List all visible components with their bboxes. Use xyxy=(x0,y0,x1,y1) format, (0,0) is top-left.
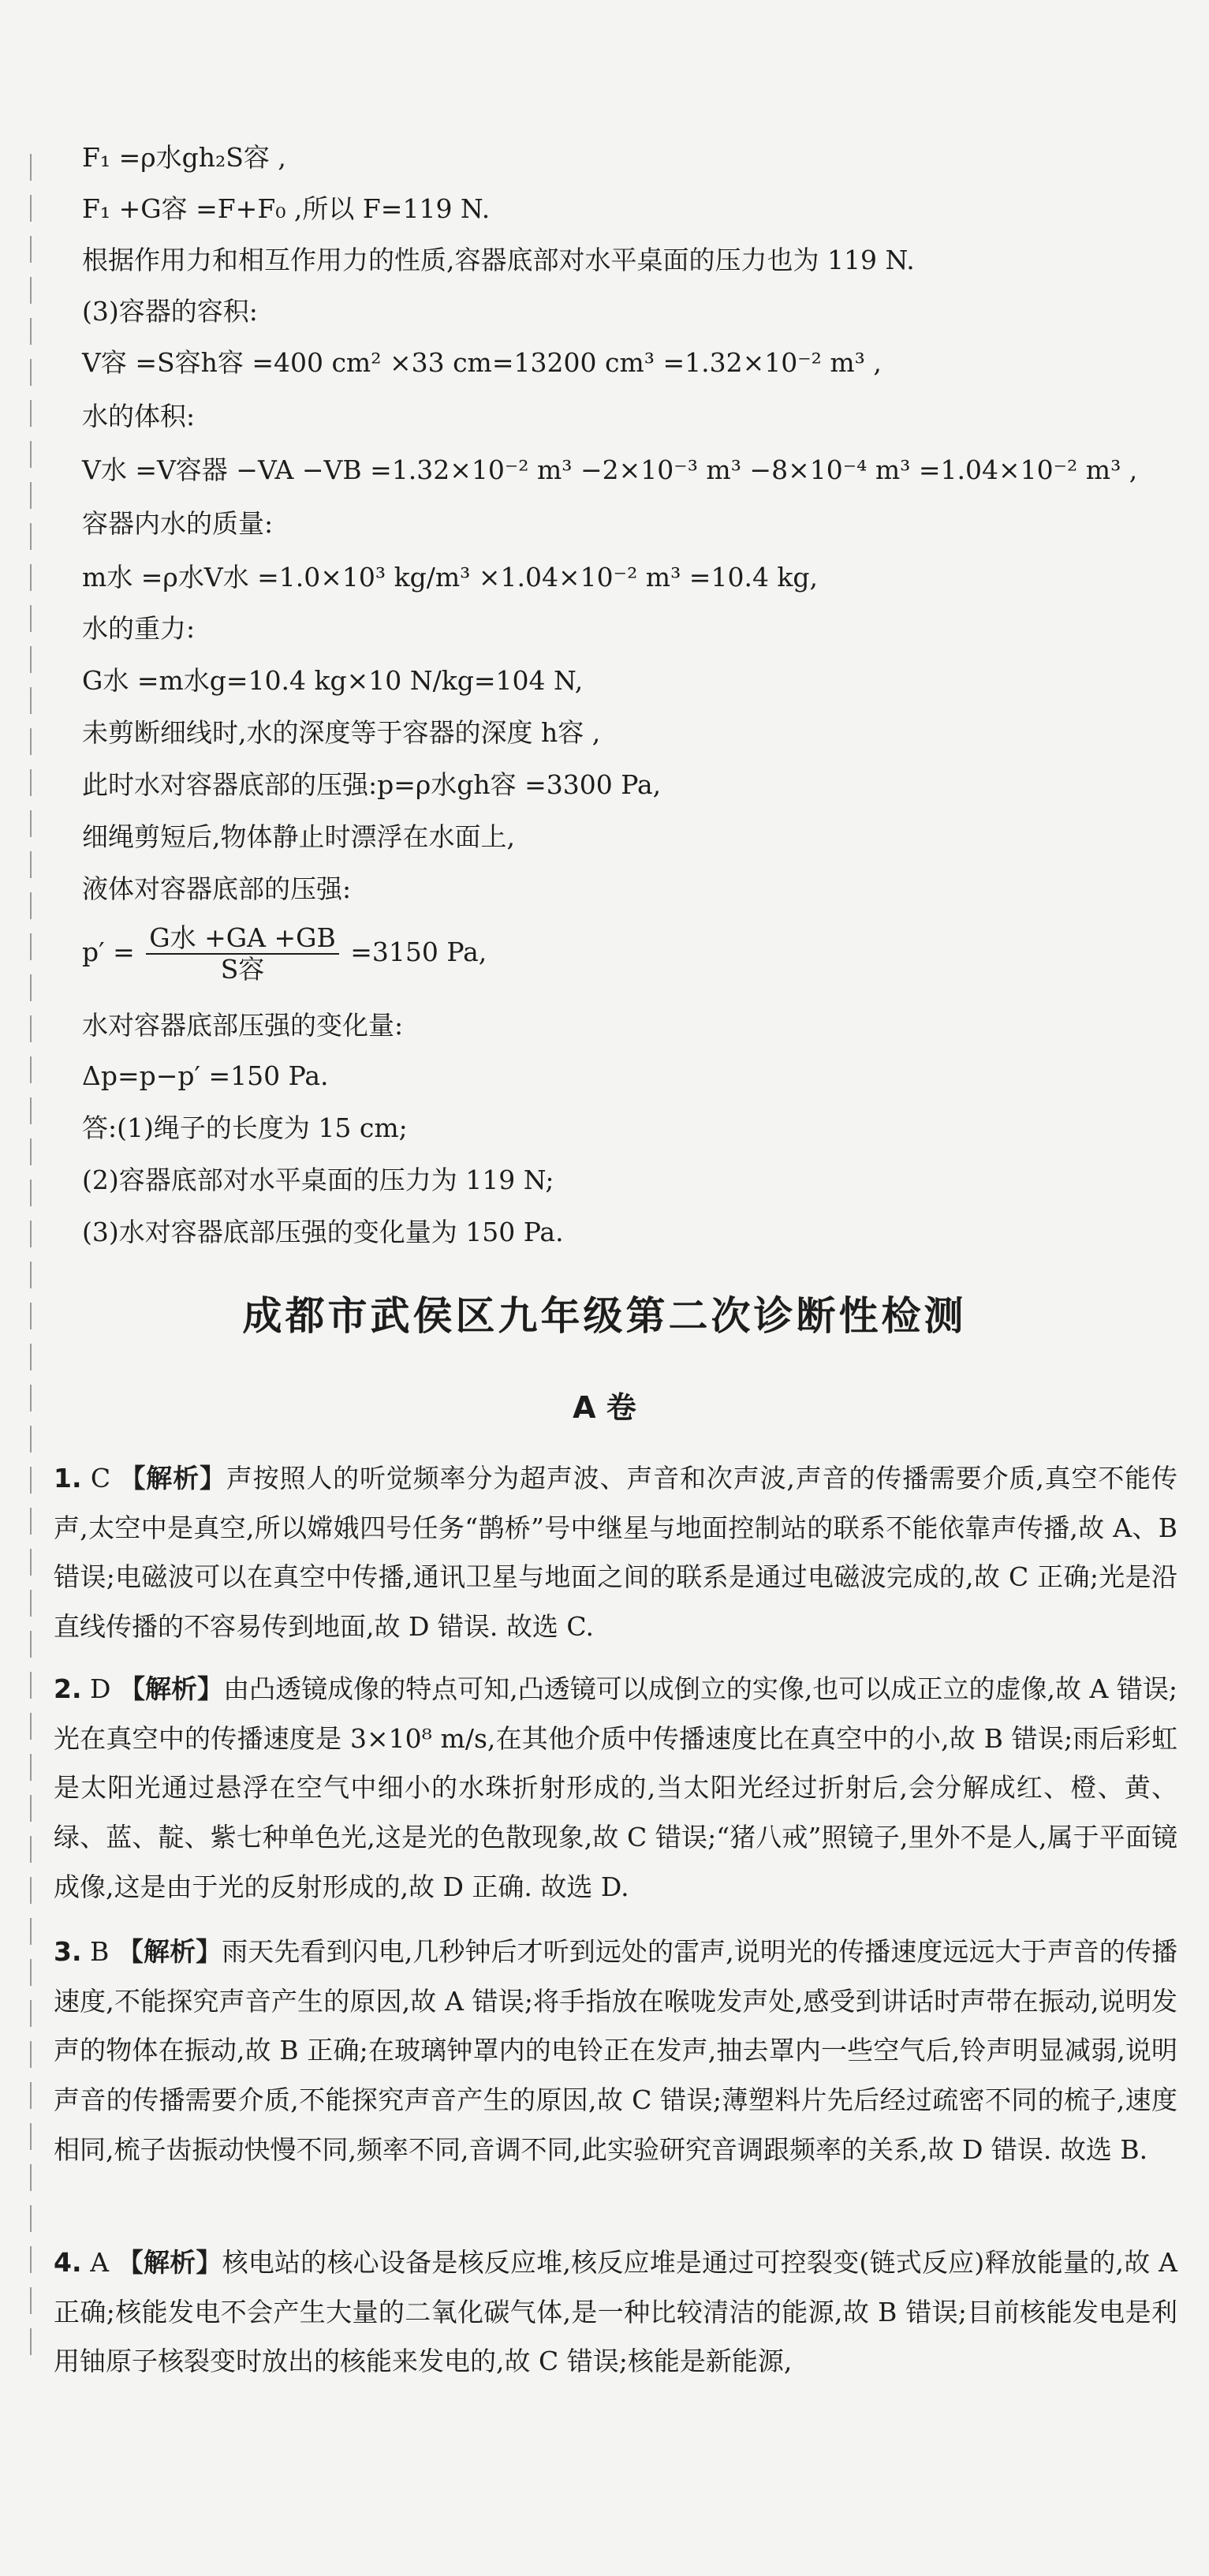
solution-line: 此时水对容器底部的压强:p=ρ水gh容 =3300 Pa, xyxy=(82,769,662,800)
question-number: 4. xyxy=(54,2247,82,2278)
solution-line: Δp=p−p′ =150 Pa. xyxy=(82,1060,329,1091)
question-item xyxy=(54,1454,1177,1652)
formula-fraction xyxy=(146,923,338,985)
formula-denominator: S容 xyxy=(220,954,265,985)
question-answer: D xyxy=(90,1673,111,1704)
formula-rhs: =3150 Pa, xyxy=(350,937,487,967)
analysis-tag: 【解析】 xyxy=(119,1673,224,1704)
pressure-formula xyxy=(82,923,487,985)
answer-line: 答:(1)绳子的长度为 15 cm; xyxy=(82,1112,408,1143)
solution-line: 水的体积: xyxy=(82,401,196,432)
question-explanation: 雨天先看到闪电,几秒钟后才听到远处的雷声,说明光的传播速度远远大于声音的传播速度,不能探究声音产生的原因,故 A 错误;将手指放在喉咙发声处,感受到讲话时声带在振动,说明发声的物体在振动,故 B 正确;在玻璃钟罩内的电铃正在发声,抽去罩内一些空气后,铃声明显减弱,说明声音的传播需要介质,不能探究声音产生的原因,故 C 错误;薄塑料片先后经过疏密不同的梳子,速度相同,梳子齿振动快慢不同,频率不同,音调不同,此实验研究音调跟频率的关系,故 D 错误. 故选 B. xyxy=(54,1936,1178,2165)
question-item xyxy=(54,1665,1177,1912)
section-title: A 卷 xyxy=(573,1390,636,1425)
question-answer: A xyxy=(90,2247,110,2278)
question-answer: C xyxy=(90,1463,111,1494)
solution-line: m水 =ρ水V水 =1.0×10³ kg/m³ ×1.04×10⁻² m³ =10.4 kg, xyxy=(82,562,819,593)
analysis-tag: 【解析】 xyxy=(119,1463,226,1494)
solution-line: 液体对容器底部的压强: xyxy=(82,873,352,904)
question-number: 1. xyxy=(54,1463,82,1494)
question-number: 3. xyxy=(54,1936,82,1967)
solution-line: 水对容器底部压强的变化量: xyxy=(82,1010,404,1041)
solution-line: F₁ +G容 =F+F₀ ,所以 F=119 N. xyxy=(82,193,491,224)
solution-line: F₁ =ρ水gh₂S容 , xyxy=(82,142,286,173)
solution-line: 容器内水的质量: xyxy=(82,508,274,539)
binding-margin-line xyxy=(30,154,32,2363)
solution-line: G水 =m水g=10.4 kg×10 N/kg=104 N, xyxy=(82,665,584,696)
solution-line: 根据作用力和相互作用力的性质,容器底部对水平桌面的压力也为 119 N. xyxy=(82,245,915,275)
analysis-tag: 【解析】 xyxy=(117,1936,222,1967)
solution-line: 未剪断细线时,水的深度等于容器的深度 h容 , xyxy=(82,717,601,748)
question-explanation: 核电站的核心设备是核反应堆,核反应堆是通过可控裂变(链式反应)释放能量的,故 A 正确;核能发电不会产生大量的二氧化碳气体,是一种比较清洁的能源,故 B 错误;目前核能发电是利用铀原子核裂变时放出的核能来发电的,故 C 错误;核能是新能源, xyxy=(54,2247,1177,2377)
solution-line: (3)容器的容积: xyxy=(82,296,258,327)
formula-numerator: G水 +GA +GB xyxy=(146,923,338,955)
solution-line: V水 =V容器 −VA −VB =1.32×10⁻² m³ −2×10⁻³ m³ −8×10⁻⁴ m³ =1.04×10⁻² m³ , xyxy=(82,454,1138,485)
analysis-tag: 【解析】 xyxy=(117,2247,222,2278)
solution-line: 细绳剪短后,物体静止时漂浮在水面上, xyxy=(82,821,515,852)
answer-line: (3)水对容器底部压强的变化量为 150 Pa. xyxy=(82,1217,564,1247)
formula-lhs: p′ = xyxy=(82,937,135,967)
answer-line: (2)容器底部对水平桌面的压力为 119 N; xyxy=(82,1165,554,1195)
question-item xyxy=(54,1927,1177,2175)
question-item xyxy=(54,2238,1177,2387)
question-explanation: 声按照人的听觉频率分为超声波、声音和次声波,声音的传播需要介质,真空不能传声,太空中是真空,所以嫦娥四号任务“鹊桥”号中继星与地面控制站的联系不能依靠声传播,故 A、B 错误;电磁波可以在真空中传播,通讯卫星与地面之间的联系是通过电磁波完成的,故 C 正确;光是沿直线传播的不容易传到地面,故 D 错误. 故选 C. xyxy=(54,1463,1178,1643)
question-number: 2. xyxy=(54,1673,82,1704)
question-answer: B xyxy=(90,1936,110,1967)
question-explanation: 由凸透镜成像的特点可知,凸透镜可以成倒立的实像,也可以成正立的虚像,故 A 错误;光在真空中的传播速度是 3×10⁸ m/s,在其他介质中传播速度比在真空中的小,故 B 错误;雨后彩虹是太阳光通过悬浮在空气中细小的水珠折射形成的,当太阳光经过折射后,会分解成红、橙、黄、绿、蓝、靛、紫七种单色光,这是光的色散现象,故 C 错误;“猪八戒”照镜子,里外不是人,属于平面镜成像,这是由于光的反射形成的,故 D 正确. 故选 D. xyxy=(54,1673,1178,1902)
exam-title: 成都市武侯区九年级第二次诊断性检测 xyxy=(242,1293,967,1339)
solution-line: 水的重力: xyxy=(82,613,196,644)
solution-line: V容 =S容h容 =400 cm² ×33 cm=13200 cm³ =1.32×10⁻² m³ , xyxy=(82,347,882,378)
